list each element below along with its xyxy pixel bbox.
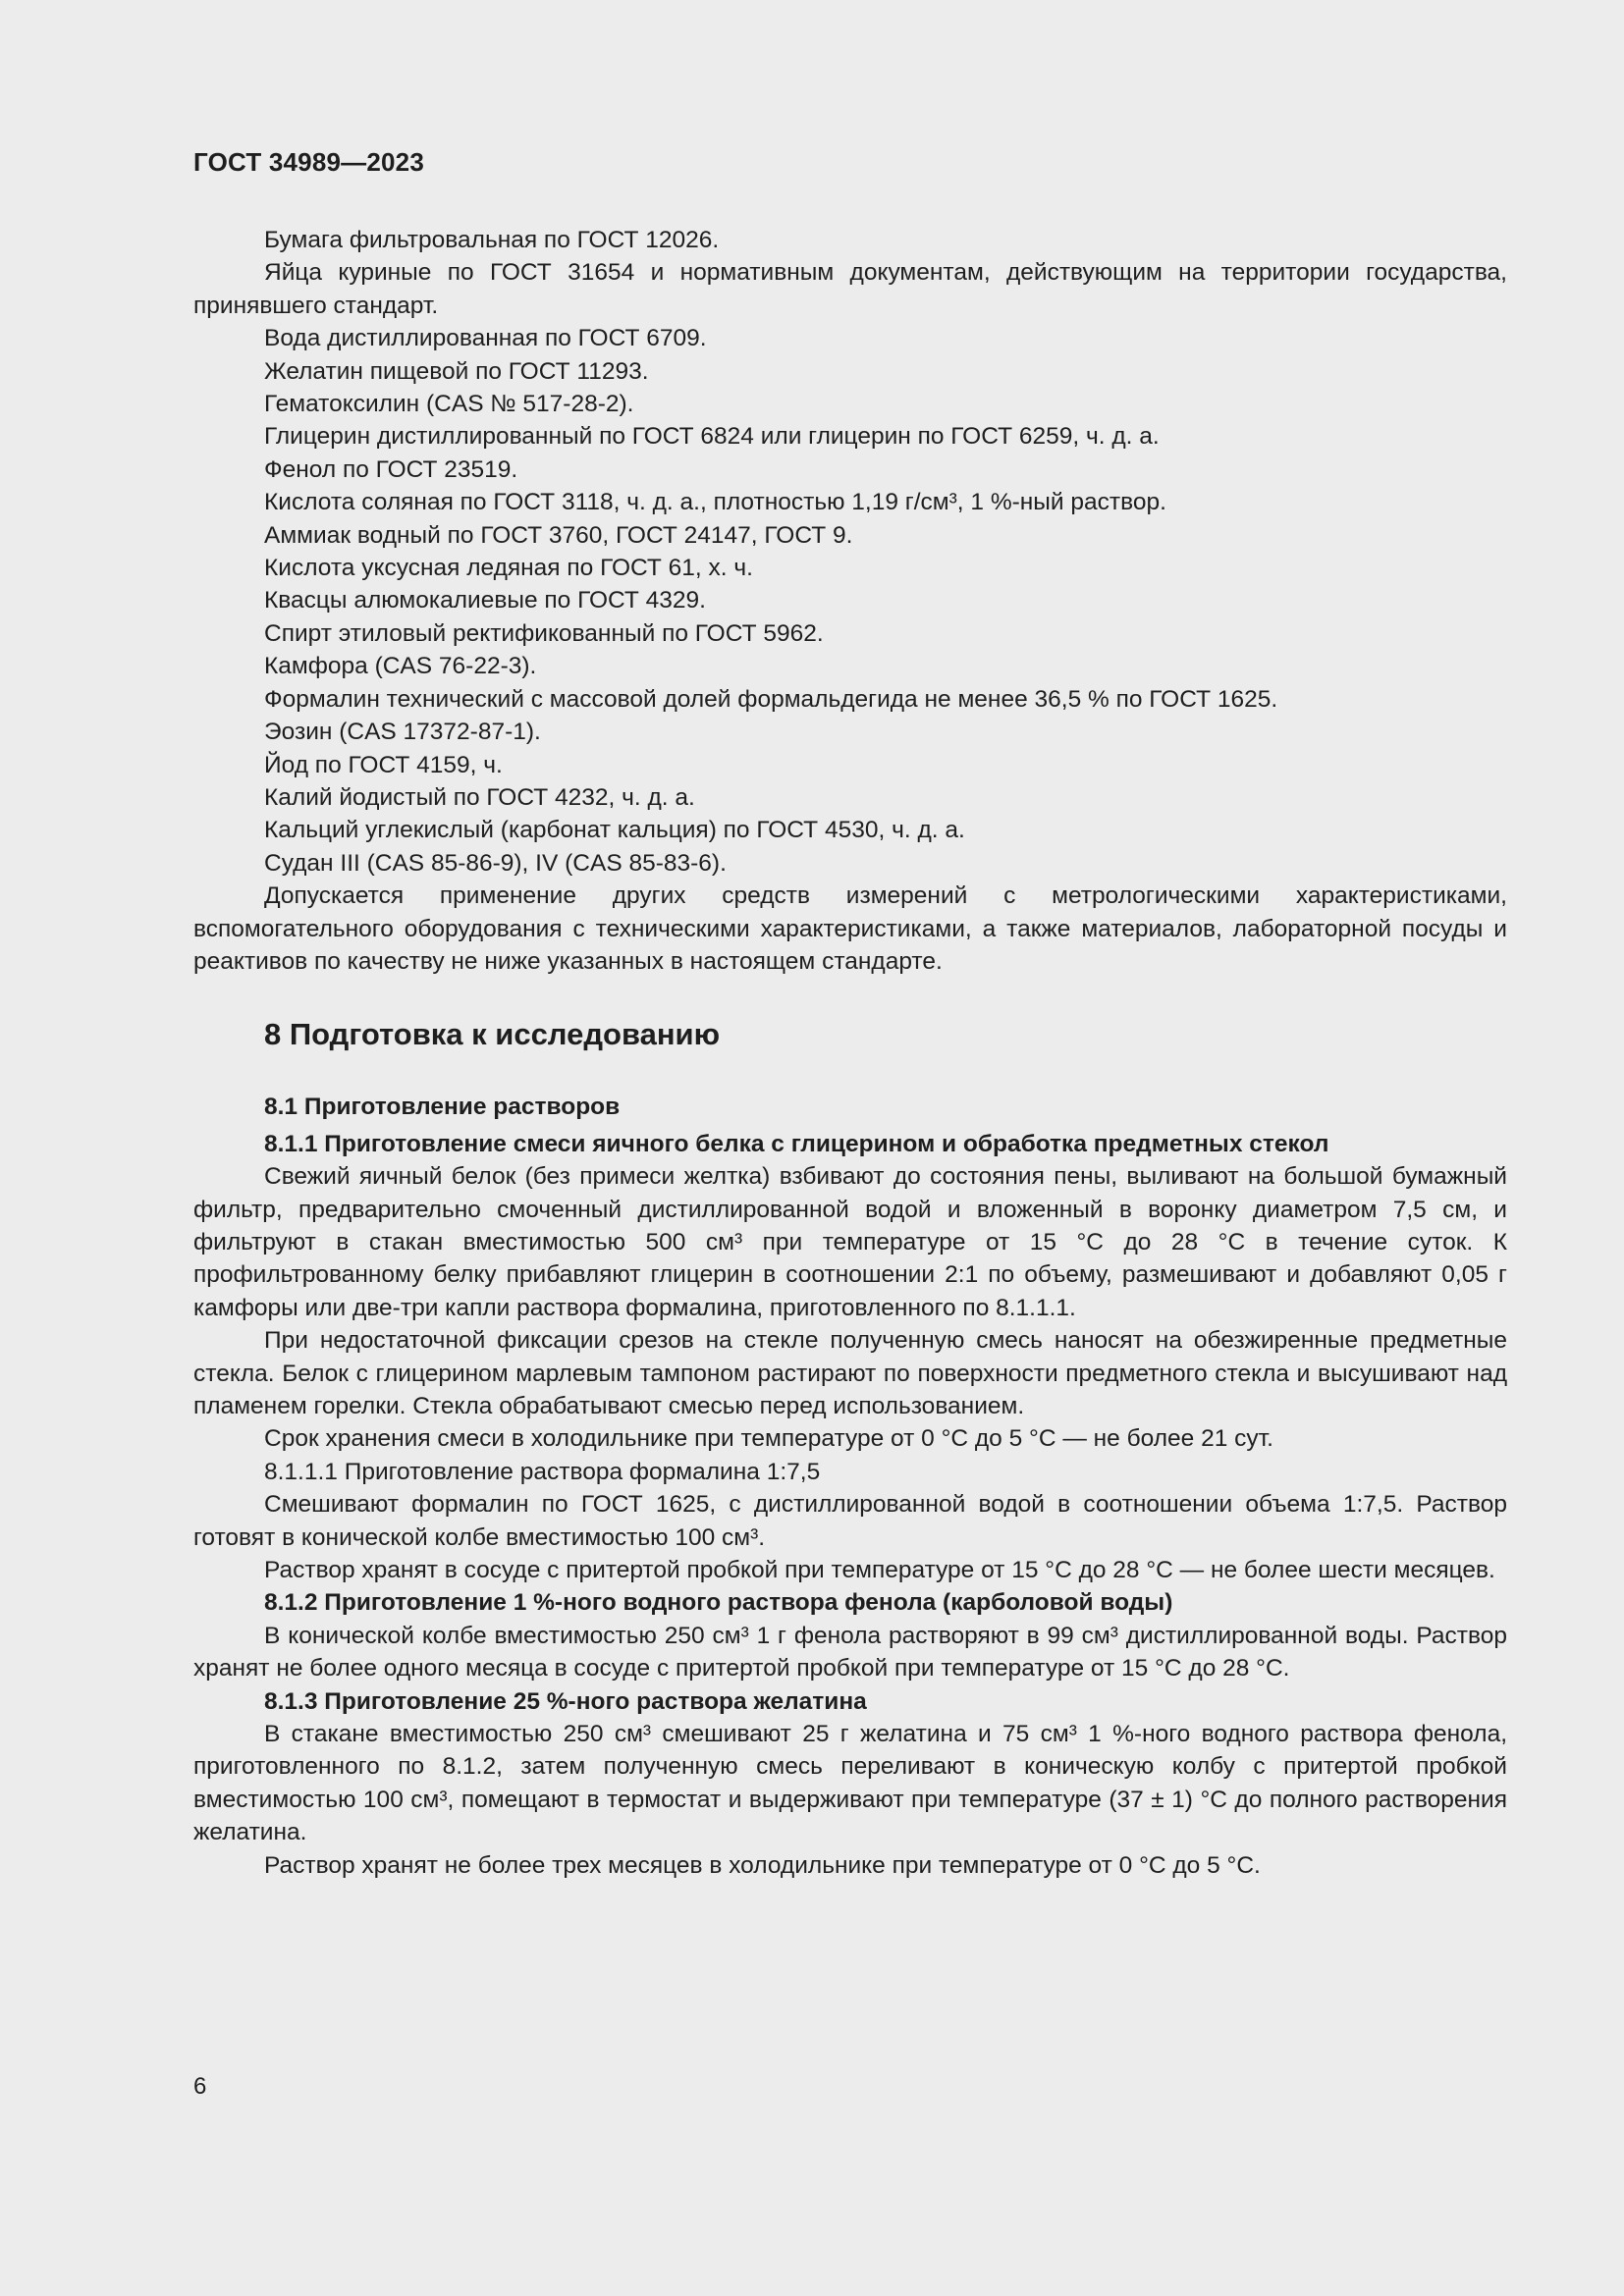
section-8-1-1-1-paragraph: Раствор хранят в сосуде с притертой пробкой при температуре от 15 °C до 28 °C — не более шести месяцев. <box>264 1557 1495 1584</box>
material-item: Аммиак водный по ГОСТ 3760, ГОСТ 24147, ГОСТ 9. <box>264 521 853 549</box>
section-8-1-3-paragraph: В стакане вместимостью 250 см³ смешивают 25 г желатина и 75 см³ 1 %-ного водного раствора фенола, приготовленного по 8.1.2, затем полученную смесь переливают в коническую колбу с притертой пробкой вместимостью 100 см³, помещают в термостат и выдерживают при температуре (37 ± 1) °C до полного растворения желатина. <box>193 1721 1507 1846</box>
section-8-1-1-heading: 8.1.1 Приготовление смеси яичного белка с глицерином и обработка предметных стекол <box>264 1130 1329 1157</box>
allowance-paragraph: Допускается применение других средств измерений с метрологическими характеристиками, вспомогательного оборудования с техническими характеристиками, а также материалов, лабораторной посуды и реактивов по качеству не ниже указанных в настоящем стандарте. <box>193 882 1507 975</box>
section-8-1-3-heading: 8.1.3 Приготовление 25 %-ного раствора желатина <box>264 1687 867 1715</box>
material-item: Кислота уксусная ледяная по ГОСТ 61, х. ч. <box>264 555 753 582</box>
material-item: Глицерин дистиллированный по ГОСТ 6824 или глицерин по ГОСТ 6259, ч. д. а. <box>264 423 1160 451</box>
section-8-1-2-heading: 8.1.2 Приготовление 1 %-ного водного раствора фенола (карболовой воды) <box>264 1589 1173 1617</box>
section-8-1-2-paragraph: В конической колбе вместимостью 250 см³ 1 г фенола растворяют в 99 см³ дистиллированной воды. Раствор хранят не более одного месяца в сосуде с притертой пробкой при температуре от 15 °C до 28 °C. <box>193 1622 1507 1682</box>
material-item: Спирт этиловый ректификованный по ГОСТ 5962. <box>264 619 824 647</box>
material-item: Яйца куриные по ГОСТ 31654 и нормативным документам, действующим на территории государства, принявшего стандарт. <box>193 259 1507 319</box>
document-header: ГОСТ 34989—2023 <box>193 147 424 177</box>
material-item: Калий йодистый по ГОСТ 4232, ч. д. а. <box>264 783 695 811</box>
material-item: Квасцы алюмокалиевые по ГОСТ 4329. <box>264 587 706 614</box>
section-8-1-1-1-paragraph: Смешивают формалин по ГОСТ 1625, с дистиллированной водой в соотношении объема 1:7,5. Раствор готовят в конической колбе вместимостью 100 см³. <box>193 1491 1507 1551</box>
section-8-1-3-paragraph: Раствор хранят не более трех месяцев в холодильнике при температуре от 0 °C до 5 °C. <box>264 1851 1261 1879</box>
section-8-1-1-paragraph: Свежий яичный белок (без примеси желтка) взбивают до состояния пены, выливают на большой бумажный фильтр, предварительно смоченный дистиллированной водой и вложенный в воронку диаметром 7,5 см, и фильтруют в стакан вместимостью 500 см³ при температуре от 15 °C до 28 °C в течение суток. К профильтрованному белку прибавляют глицерин в соотношении 2:1 по объему, размешивают и добавляют 0,05 г камфоры или две-три капли раствора формалина, приготовленного по 8.1.1.1. <box>193 1163 1507 1321</box>
material-item: Йод по ГОСТ 4159, ч. <box>264 751 503 778</box>
material-item: Бумага фильтровальная по ГОСТ 12026. <box>264 227 720 253</box>
section-8-1-1-paragraph: Срок хранения смеси в холодильнике при температуре от 0 °C до 5 °C — не более 21 сут. <box>264 1425 1273 1453</box>
material-item: Формалин технический с массовой долей формальдегида не менее 36,5 % по ГОСТ 1625. <box>264 685 1278 713</box>
section-8-1-1-paragraph: При недостаточной фиксации срезов на стекле полученную смесь наносят на обезжиренные предметные стекла. Белок с глицерином марлевым тампоном растирают по поверхности предметного стекла и высушивают над пламенем горелки. Стекла обрабатывают смесью перед использованием. <box>193 1327 1507 1419</box>
material-item: Желатин пищевой по ГОСТ 11293. <box>264 357 649 385</box>
document-body <box>193 224 1507 1882</box>
section-8-heading: 8 Подготовка к исследованию <box>264 1017 721 1052</box>
material-item: Эозин (CAS 17372-87-1). <box>264 719 541 746</box>
section-8-1-1-1-heading: 8.1.1.1 Приготовление раствора формалина 1:7,5 <box>264 1458 821 1485</box>
material-item: Фенол по ГОСТ 23519. <box>264 455 518 483</box>
section-8-1-heading: 8.1 Приготовление растворов <box>264 1094 621 1121</box>
material-item: Камфора (CAS 76-22-3). <box>264 653 537 680</box>
page-number: 6 <box>193 2073 207 2100</box>
material-item: Судан III (CAS 85-86-9), IV (CAS 85-83-6). <box>264 849 727 877</box>
material-item: Гематоксилин (CAS № 517-28-2). <box>264 391 634 418</box>
materials-list <box>193 224 1507 978</box>
material-item: Кальций углекислый (карбонат кальция) по ГОСТ 4530, ч. д. а. <box>264 817 965 844</box>
material-item: Вода дистиллированная по ГОСТ 6709. <box>264 325 707 352</box>
material-item: Кислота соляная по ГОСТ 3118, ч. д. а., плотностью 1,19 г/см³, 1 %-ный раствор. <box>264 489 1166 516</box>
